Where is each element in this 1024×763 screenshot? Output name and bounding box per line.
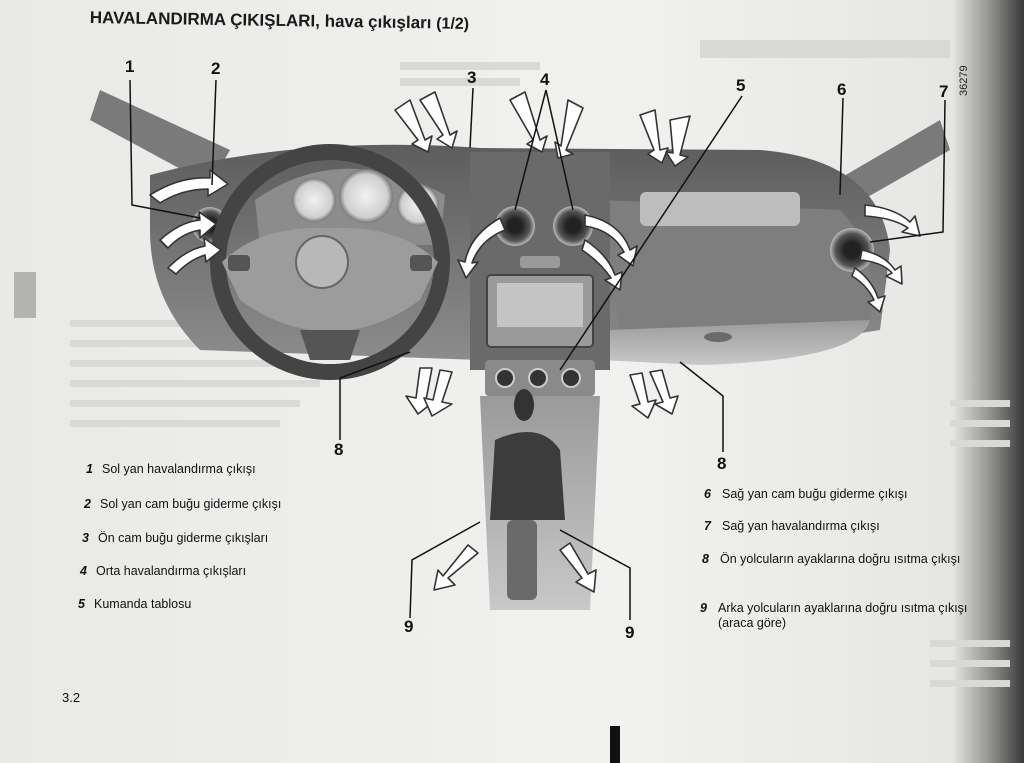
legend-text: Ön yolcuların ayaklarına doğru ısıtma çıkışı: [720, 552, 961, 566]
callout-1: 1: [125, 57, 135, 76]
legend-item-1: [86, 462, 256, 476]
callout-5: 5: [736, 76, 746, 95]
binding-mark: [610, 726, 620, 763]
page-number: 3.2: [62, 690, 81, 705]
legend-text: Ön cam buğu giderme çıkışları: [98, 531, 269, 545]
radio-screen: [497, 283, 583, 327]
leader-8-right: [680, 362, 723, 452]
glovebox-top: [640, 192, 800, 226]
legend-number: 1: [86, 462, 93, 476]
legend-number: 8: [702, 552, 709, 566]
gauge-center: [339, 169, 393, 223]
legend-item-2: [84, 497, 281, 511]
legend-item-3: [82, 531, 268, 545]
arrow-windscreen-6: [666, 116, 690, 166]
legend-number: 3: [82, 531, 89, 545]
legend-item-9: [700, 601, 972, 631]
legend-item-8: [702, 552, 970, 567]
steering-column: [300, 330, 360, 360]
gear-knob: [514, 389, 534, 421]
leader-9-left: [410, 522, 480, 618]
legend-item-4: [80, 564, 246, 578]
wheel-button-left: [228, 255, 250, 271]
callout-8-left: 8: [334, 440, 344, 459]
image-code: 36279: [958, 65, 970, 96]
wheel-button-right: [410, 255, 432, 271]
right-side-vent: [830, 228, 874, 272]
arrow-footwell-right-1: [630, 373, 656, 418]
leader-3: [470, 88, 473, 148]
callout-6: 6: [837, 80, 847, 99]
hazard-switch: [520, 256, 560, 268]
legend-number: 5: [78, 597, 85, 611]
callout-8-right: 8: [717, 454, 727, 473]
callout-2: 2: [211, 59, 221, 78]
legend-item-7: [704, 519, 982, 534]
legend-text: Arka yolcuların ayaklarına doğru ısıtma çıkışı (araca göre): [718, 601, 968, 630]
legend-text: Sağ yan cam buğu giderme çıkışı: [722, 487, 908, 501]
callout-9-left: 9: [404, 617, 414, 636]
legend-item-6: [704, 487, 982, 502]
arrow-windscreen-3: [510, 92, 547, 152]
legend-item-5: [78, 597, 191, 611]
callout-9-right: 9: [625, 623, 635, 642]
callout-7: 7: [939, 82, 949, 101]
legend-number: 2: [84, 497, 91, 511]
legend-number: 9: [700, 601, 707, 615]
legend-number: 4: [80, 564, 87, 578]
title-suffix: (1/2): [436, 15, 470, 33]
steering-wheel-hub: [296, 236, 348, 288]
control-knob-right: [562, 369, 580, 387]
gear-boot: [490, 432, 565, 520]
legend-text: Sol yan havalandırma çıkışı: [102, 462, 256, 476]
control-knob-left: [496, 369, 514, 387]
legend-text: Sağ yan havalandırma çıkışı: [722, 519, 880, 533]
legend-number: 6: [704, 487, 711, 501]
gauge-left: [292, 178, 336, 222]
glovebox-handle: [704, 332, 732, 342]
handbrake: [507, 520, 537, 600]
callout-4: 4: [540, 70, 550, 89]
legend-text: Orta havalandırma çıkışları: [96, 564, 247, 578]
title-main: HAVALANDIRMA ÇIKIŞLARI, hava çıkışları: [89, 8, 432, 33]
legend-text: Sol yan cam buğu giderme çıkışı: [100, 497, 282, 511]
arrow-footwell-right-2: [650, 370, 678, 414]
arrow-rear-footwell-left: [434, 545, 478, 590]
control-knob-center: [529, 369, 547, 387]
legend-number: 7: [704, 519, 711, 533]
callout-3: 3: [467, 68, 477, 87]
legend-text: Kumanda tablosu: [94, 597, 192, 611]
